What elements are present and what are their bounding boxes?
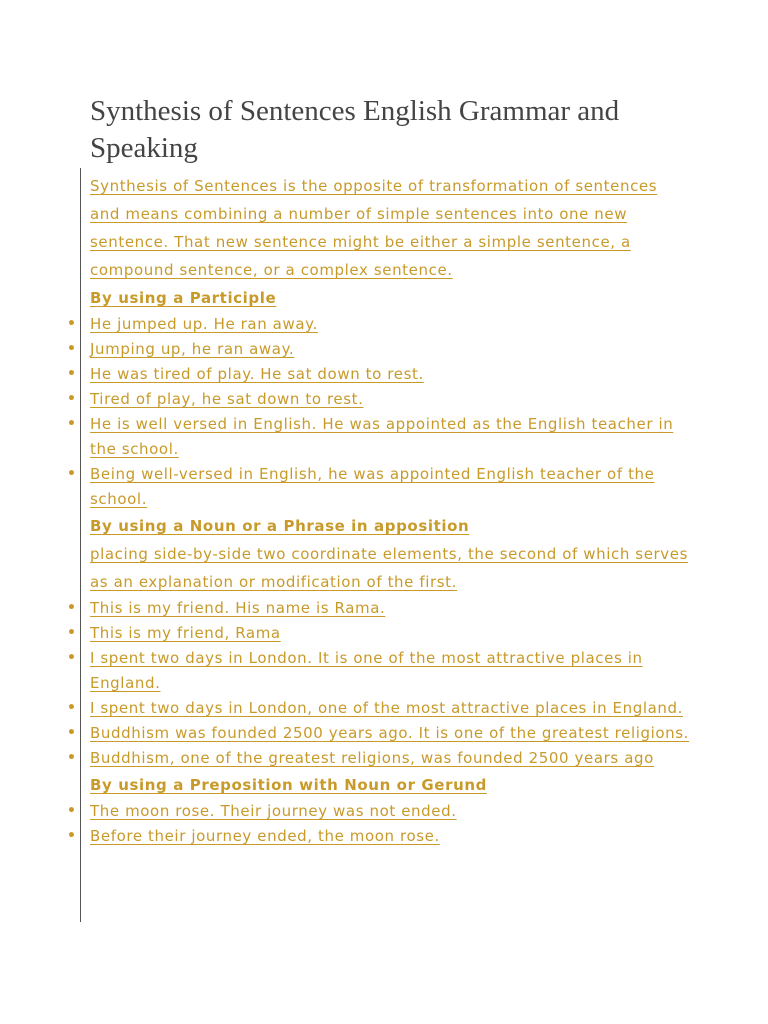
list-item[interactable]: • He jumped up. He ran away. <box>90 312 690 337</box>
page-title: Synthesis of Sentences English Grammar and Speaking <box>90 95 620 164</box>
bullet-icon: • <box>67 650 77 666</box>
intro-paragraph[interactable]: Synthesis of Sentences is the opposite of transformation of sentences and means combining a number of simple sentences into one new sentence. That new sentence might be either a simple sentence, a compound sentence, or a complex sentence. <box>90 177 658 279</box>
list-item[interactable]: • I spent two days in London. It is one of the most attractive places in England. <box>90 646 690 696</box>
bullet-icon: • <box>67 803 77 819</box>
bullet-icon: • <box>67 725 77 741</box>
list-item[interactable]: • He is well versed in English. He was appointed as the English teacher in the school. <box>90 412 690 462</box>
bullet-icon: • <box>67 341 77 357</box>
bullet-icon: • <box>67 700 77 716</box>
apposition-list <box>67 596 690 771</box>
list-item[interactable]: • Before their journey ended, the moon rose. <box>90 824 690 849</box>
preposition-list <box>67 799 690 849</box>
bullet-icon: • <box>67 750 77 766</box>
bullet-icon: • <box>67 416 77 432</box>
list-item[interactable]: • Jumping up, he ran away. <box>90 337 690 362</box>
list-item[interactable]: • Buddhism, one of the greatest religions, was founded 2500 years ago <box>90 746 690 771</box>
bullet-icon: • <box>67 625 77 641</box>
apposition-description[interactable]: placing side-by-side two coordinate elements, the second of which serves as an explanation or modification of the first. <box>90 545 689 591</box>
bullet-icon: • <box>67 391 77 407</box>
content <box>67 172 690 849</box>
list-item[interactable]: • Buddhism was founded 2500 years ago. It is one of the greatest religions. <box>90 721 690 746</box>
list-item[interactable]: • This is my friend, Rama <box>90 621 690 646</box>
list-item[interactable]: • I spent two days in London, one of the most attractive places in England. <box>90 696 690 721</box>
list-item[interactable]: • This is my friend. His name is Rama. <box>90 596 690 621</box>
bullet-icon: • <box>67 466 77 482</box>
section-heading-apposition[interactable]: By using a Noun or a Phrase in apposition <box>90 517 470 535</box>
bullet-icon: • <box>67 316 77 332</box>
list-item[interactable]: • He was tired of play. He sat down to rest. <box>90 362 690 387</box>
list-item[interactable]: • Tired of play, he sat down to rest. <box>90 387 690 412</box>
bullet-icon: • <box>67 600 77 616</box>
bullet-icon: • <box>67 366 77 382</box>
list-item[interactable]: • The moon rose. Their journey was not ended. <box>90 799 690 824</box>
section-heading-participle[interactable]: By using a Participle <box>90 289 277 307</box>
section-heading-preposition[interactable]: By using a Preposition with Noun or Gerund <box>90 776 487 794</box>
participle-list <box>67 312 690 512</box>
bullet-icon: • <box>67 828 77 844</box>
list-item[interactable]: • Being well-versed in English, he was appointed English teacher of the school. <box>90 462 690 512</box>
